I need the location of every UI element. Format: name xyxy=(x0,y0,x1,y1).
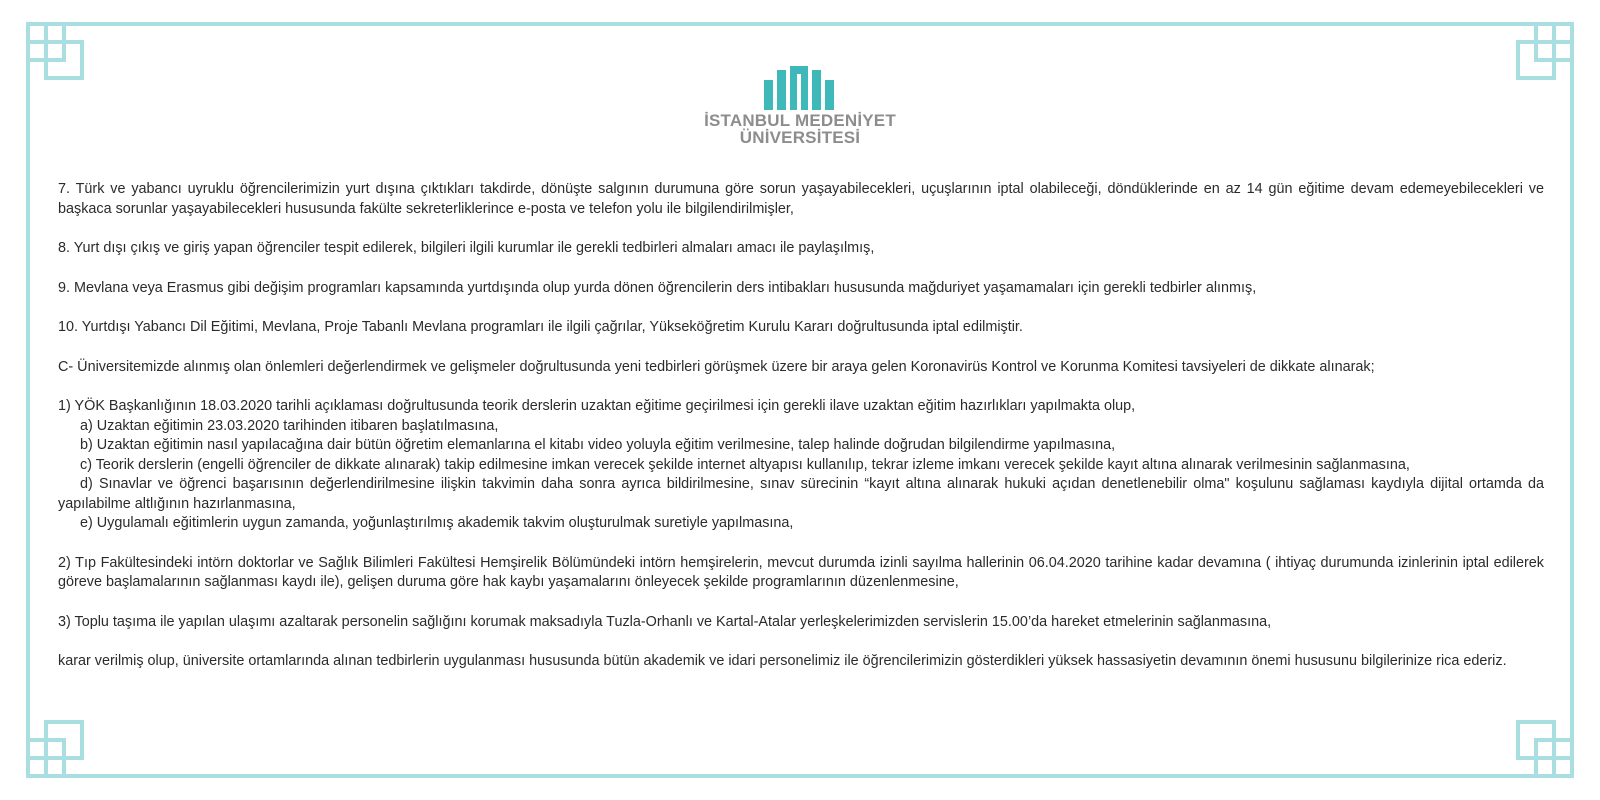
paragraph-closing: karar verilmiş olup, üniversite ortamlarında alınan tedbirlerin uygulanması hususunda bütün akademik ve idari personelimiz ile öğrencilerimizin gösterdikleri yüksek hassasiyetin devamının önemi hususunu bilgilerinize rica ederiz. xyxy=(58,653,1507,669)
paragraph-1c: c) Teorik derslerin (engelli öğrenciler de dikkate alınarak) takip edilmesine imkan verecek şekilde internet altyapısı kullanılıp, tekrar izleme imkanı verecek şekilde kayıt altına alınarak verilmesinin sağlanmasına, xyxy=(80,456,1410,473)
paragraph-1d: d) Sınavlar ve öğrenci başarısının değerlendirilmesine ilişkin takvimin daha sonra ayrıca bildirilmesine, sınav sürecinin “kayıt altına alınarak hukuki açıdan denetlenebilir olma" koşulunu sağlaması kaydıyla dijital ortamda da yapılabilme altlığının hazırlanmasına, xyxy=(58,476,1544,512)
logo-text-line-2: ÜNİVERSİTESİ xyxy=(739,128,861,147)
university-logo xyxy=(0,56,1600,146)
paragraph-8: 8. Yurt dışı çıkış ve giriş yapan öğrenciler tespit edilerek, bilgileri ilgili kurumlar ile gerekli tedbirleri almaları amacı ile paylaşılmış, xyxy=(58,240,875,256)
document-body xyxy=(58,180,1544,692)
paragraph-2: 2) Tıp Fakültesindeki intörn doktorlar ve Sağlık Bilimleri Fakültesi Hemşirelik Bölümündeki intörn hemşirelerin, mevcut durumda izinli sayılma hallerinin 06.04.2020 tarihine kadar devamına ( ihtiyaç durumunda izinlerinin iptal edilerek göreve başlamalarının sağlanması kaydı ile), gelişen duruma göre hak kaybı yaşamalarını önleyecek şekilde programlarının düzenlenmesine, xyxy=(58,554,1544,590)
paragraph-7: 7. Türk ve yabancı uyruklu öğrencilerimizin yurt dışına çıktıkları takdirde, dönüşte salgının durumuna göre sorun yaşayabilecekleri, uçuşlarının iptal olabileceği, döndüklerinde en az 14 gün eğitime devam edemeyebilecekleri ve başkaca sorunlar yaşayabilecekleri hususunda fakülte sekreterliklerince e-posta ve telefon yolu ile bilgilendirilmişler, xyxy=(58,181,1544,217)
corner-ornament-bottom-left xyxy=(26,714,90,778)
paragraph-9: 9. Mevlana veya Erasmus gibi değişim programları kapsamında yurtdışında olup yurda dönen öğrencilerin ders intibakları hususunda mağduriyet yaşamamaları için gerekli tedbirler alınmış, xyxy=(58,279,1257,296)
paragraph-1: 1) YÖK Başkanlığının 18.03.2020 tarihli açıklaması doğrultusunda teorik derslerin uzaktan eğitime geçirilmesi için gerekli ilave uzaktan eğitim hazırlıkları yapılmakta olup, xyxy=(58,398,1136,414)
paragraph-3: 3) Toplu taşıma ile yapılan ulaşımı azaltarak personelin sağlığını korumak maksadıyla Tuzla-Orhanlı ve Kartal-Atalar yerleşkelerimizden servislerin 15.00’da hareket etmelerinin sağlanmasına, xyxy=(58,613,1272,630)
logo-text-line-1: İSTANBUL MEDENİYET xyxy=(704,111,896,130)
corner-ornament-bottom-right xyxy=(1510,714,1574,778)
logo-building-icon xyxy=(762,56,838,112)
paragraph-1e: e) Uygulamalı eğitimlerin uygun zamanda, yoğunlaştırılmış akademik takvim oluşturulmak suretiyle yapılmasına, xyxy=(80,515,794,531)
paragraph-1a: a) Uzaktan eğitimin 23.03.2020 tarihinden itibaren başlatılmasına, xyxy=(80,417,499,434)
paragraph-c: C- Üniversitemizde alınmış olan önlemleri değerlendirmek ve gelişmeler doğrultusunda yeni tedbirleri görüşmek üzere bir araya gelen Koronavirüs Kontrol ve Korunma Komitesi tavsiyeleri de dikkate alınarak; xyxy=(58,358,1375,375)
paragraph-10: 10. Yurtdışı Yabancı Dil Eğitimi, Mevlana, Proje Tabanlı Mevlana programları ile ilgili çağrılar, Yükseköğretim Kurulu Kararı doğrultusunda iptal edilmiştir. xyxy=(58,319,1023,335)
paragraph-1b: b) Uzaktan eğitimin nasıl yapılacağına dair bütün öğretim elemanlarına el kitabı video yoluyla eğitim verilmesine, talep halinde doğrudan bilgilendirme yapılmasına, xyxy=(80,437,1116,453)
